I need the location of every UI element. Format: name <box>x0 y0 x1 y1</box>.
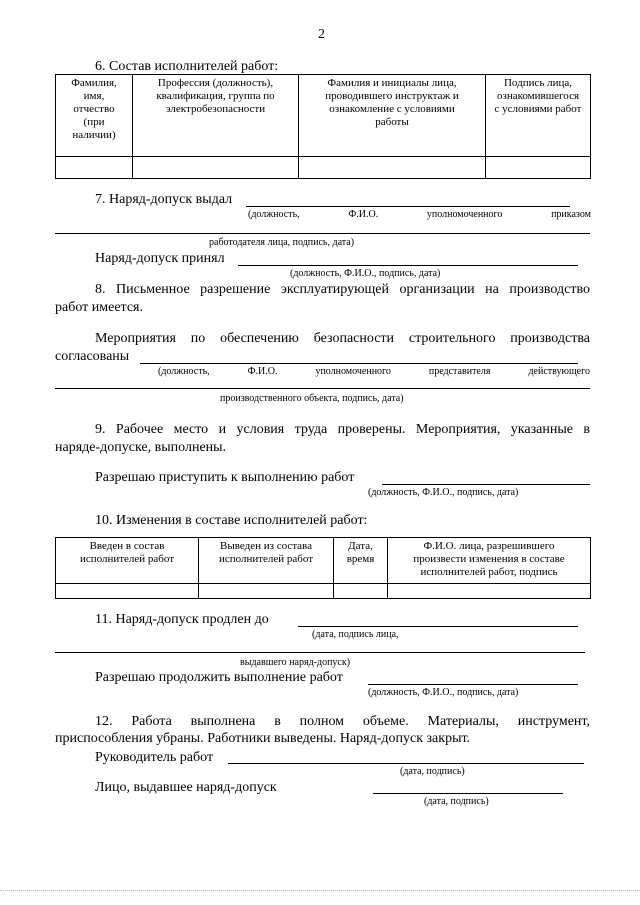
allow-caption: (должность, Ф.И.О., подпись, дата) <box>368 487 519 498</box>
measures-field[interactable] <box>140 363 578 364</box>
section-8-line-1: 8. Письменное разрешение эксплуатирующей организации на производство <box>95 282 590 297</box>
table-cell[interactable] <box>199 584 334 599</box>
section-10-title: 10. Изменения в составе исполнителей работ: <box>95 513 368 528</box>
table-cell[interactable] <box>486 157 591 179</box>
continue-field[interactable] <box>368 684 578 685</box>
issued-label: 7. Наряд-допуск выдал <box>95 192 233 207</box>
table-row <box>56 584 591 599</box>
scan-artifact-line <box>0 889 640 891</box>
accepted-caption: (должность, Ф.И.О., подпись, дата) <box>290 268 441 279</box>
issuer-label: Лицо, выдавшее наряд-допуск <box>95 780 277 795</box>
accepted-label: Наряд-допуск принял <box>95 251 225 266</box>
performers-table <box>55 74 591 179</box>
section-9-line-1: 9. Рабочее место и условия труда проверены. Мероприятия, указанные в <box>95 422 590 437</box>
allow-field[interactable] <box>382 484 590 485</box>
table-cell[interactable] <box>388 584 591 599</box>
header-cell-authorizer: Ф.И.О. лица, разрешившего произвести изменения в составе исполнителей работ, подпись <box>388 538 591 584</box>
accepted-field[interactable] <box>238 265 578 266</box>
changes-table <box>55 537 591 599</box>
measures-label: согласованы <box>55 349 130 364</box>
table-cell[interactable] <box>299 157 486 179</box>
issued-caption: (должность, Ф.И.О. уполномоченного приказом <box>248 209 591 220</box>
table-row <box>56 157 591 179</box>
continue-label: Разрешаю продолжить выполнение работ <box>95 670 343 685</box>
extended-caption: (дата, подпись лица, <box>312 629 399 640</box>
header-cell-added: Введен в состав исполнителей работ <box>56 538 199 584</box>
table-cell[interactable] <box>334 584 388 599</box>
head-caption: (дата, подпись) <box>400 766 465 777</box>
extended-caption-2: выдавшего наряд-допуск) <box>240 657 351 668</box>
continue-caption: (должность, Ф.И.О., подпись, дата) <box>368 687 519 698</box>
issuer-field[interactable] <box>373 793 563 794</box>
issuer-caption: (дата, подпись) <box>424 796 489 807</box>
header-cell-profession: Профессия (должность), квалификация, группа по электробезопасности <box>133 75 299 157</box>
table-cell[interactable] <box>56 157 133 179</box>
header-cell-name: Фамилия, имя, отчество (при наличии) <box>56 75 133 157</box>
measures-caption: (должность, Ф.И.О. уполномоченного представителя действующего <box>158 366 590 377</box>
extended-field-continued[interactable] <box>55 652 585 653</box>
section-9-line-2: наряде-допуске, выполнены. <box>55 440 227 455</box>
measures-caption-2: производственного объекта, подпись, дата) <box>220 393 404 404</box>
performers-table-header <box>56 75 591 157</box>
header-cell-signature: Подпись лица, ознакомившегося с условиями работ <box>486 75 591 157</box>
measures-field-continued[interactable] <box>55 388 590 389</box>
head-field[interactable] <box>228 763 584 764</box>
page-number: 2 <box>318 27 325 42</box>
section-6-title: 6. Состав исполнителей работ: <box>95 59 279 74</box>
issued-field[interactable] <box>246 206 570 207</box>
header-cell-datetime: Дата, время <box>334 538 388 584</box>
extended-label: 11. Наряд-допуск продлен до <box>95 612 269 627</box>
head-label: Руководитель работ <box>95 750 214 765</box>
table-cell[interactable] <box>56 584 199 599</box>
allow-label: Разрешаю приступить к выполнению работ <box>95 470 355 485</box>
extended-field[interactable] <box>298 626 578 627</box>
header-cell-instructor: Фамилия и инициалы лица, проводившего инструктаж и ознакомление с условиями работы <box>299 75 486 157</box>
issued-caption-2: работодателя лица, подпись, дата) <box>209 237 355 248</box>
section-12-line-1: 12. Работа выполнена в полном объеме. Материалы, инструмент, <box>95 714 590 729</box>
section-12-line-2: приспособления убраны. Работники выведены. Наряд-допуск закрыт. <box>55 731 471 746</box>
header-cell-removed: Выведен из состава исполнителей работ <box>199 538 334 584</box>
measures-line-1: Мероприятия по обеспечению безопасности строительного производства <box>95 331 590 346</box>
changes-table-header <box>56 538 591 584</box>
section-8-line-2: работ имеется. <box>55 300 143 315</box>
table-cell[interactable] <box>133 157 299 179</box>
issued-field-continued[interactable] <box>55 233 590 234</box>
